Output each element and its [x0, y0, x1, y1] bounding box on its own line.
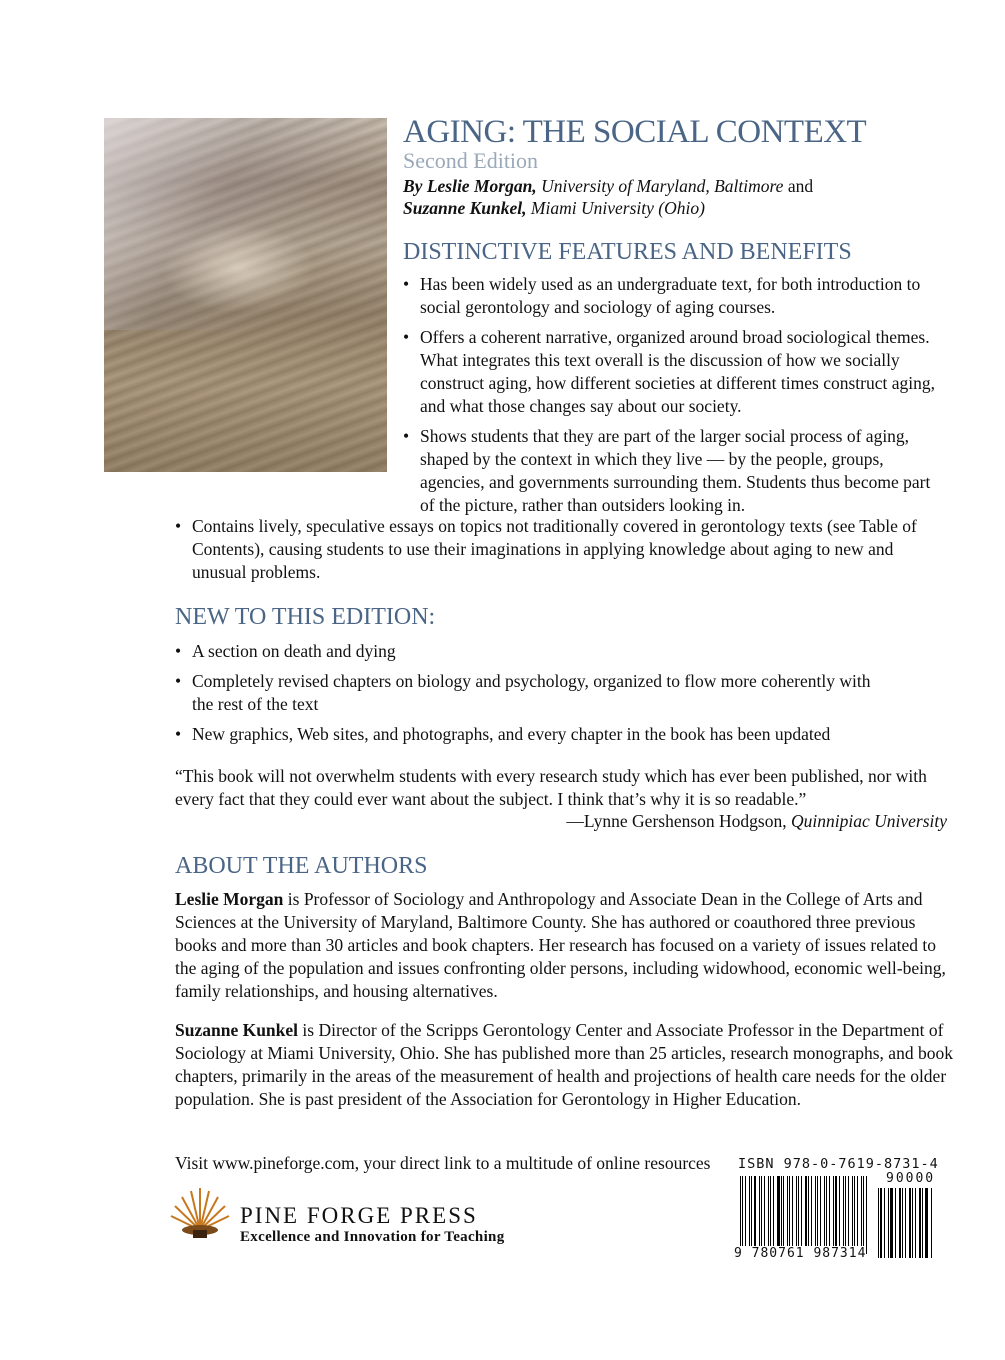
barcode-bar — [848, 1176, 849, 1254]
features-heading: DISTINCTIVE FEATURES AND BENEFITS — [403, 239, 852, 265]
book-title: AGING: THE SOCIAL CONTEXT — [403, 114, 867, 150]
barcode-bar — [835, 1176, 837, 1254]
barcode-bar — [805, 1176, 807, 1254]
barcode-bar — [852, 1176, 853, 1254]
barcode-bar — [829, 1176, 830, 1254]
barcode-bar — [764, 1176, 765, 1254]
new-edition-heading: NEW TO THIS EDITION: — [175, 604, 436, 630]
new-edition-list — [175, 640, 895, 753]
barcode-bar — [902, 1188, 903, 1258]
barcode-bar — [789, 1176, 790, 1254]
barcode-bar — [854, 1176, 855, 1254]
barcode-bar — [895, 1188, 896, 1258]
barcode-bar — [922, 1188, 923, 1258]
barcode-bar — [754, 1176, 756, 1254]
review-quote: “This book will not overwhelm students with every research study which has ever been published, nor with every fact that they could ever want about the subject. I think that’s why it is so readable.” — [175, 766, 927, 809]
barcode-bar — [919, 1188, 921, 1258]
byline-and: and — [787, 176, 814, 196]
feature-item: • Contains lively, speculative essays on topics not traditionally covered in gerontology texts (see Table of Contents), causing students to use their imaginations in applying knowledge about aging to new and unusual problems. — [175, 515, 945, 584]
barcode-bar — [761, 1176, 762, 1254]
barcode-bar — [751, 1176, 752, 1254]
attribution-affiliation: Quinnipiac University — [790, 811, 947, 831]
barcode-bar — [798, 1176, 799, 1254]
barcode-bar — [931, 1188, 932, 1258]
barcode-bar — [905, 1188, 906, 1258]
barcode-bar — [899, 1188, 901, 1258]
author1-affiliation: University of Maryland, Baltimore — [541, 176, 784, 196]
barcode-bar — [811, 1176, 812, 1254]
publisher-tagline: Excellence and Innovation for Teaching — [240, 1229, 505, 1245]
barcode-bar — [880, 1188, 882, 1258]
isbn-barcode — [734, 1168, 948, 1262]
quote-attribution — [566, 811, 947, 832]
barcode-bar — [824, 1176, 825, 1254]
website-promo: Visit www.pineforge.com, your direct link to a multitude of online resources — [175, 1153, 711, 1173]
barcode-bar — [826, 1176, 827, 1254]
barcode-bar — [783, 1176, 784, 1254]
features-list — [403, 273, 943, 524]
pine-forge-logo-icon — [165, 1186, 235, 1242]
kunkel-name: Suzanne Kunkel — [175, 1020, 299, 1040]
new-edition-item: • A section on death and dying — [175, 640, 895, 663]
barcode-bar — [925, 1188, 928, 1258]
book-edition: Second Edition — [403, 148, 539, 173]
barcode-bar — [861, 1176, 862, 1254]
feature-item: • Shows students that they are part of the larger social process of aging, shaped by the context in which they live — by the people, groups, agencies, and governments surrounding them. Students thus become part of the picture, rather than outsiders looking in. — [403, 425, 943, 517]
barcode-bar — [817, 1176, 818, 1254]
cover-photo-beach — [104, 118, 387, 472]
barcode-bar — [857, 1176, 858, 1254]
morgan-name: Leslie Morgan — [175, 889, 284, 909]
isbn-label: ISBN 978-0-7619-8731-4 — [738, 1156, 939, 1172]
barcode-bar — [759, 1176, 760, 1254]
kunkel-bio-text: is Director of the Scripps Gerontology Center and Associate Professor in the Department of Sociology at Miami University, Ohio. She has published more than 25 articles, research monographs, and book chapters, primarily in the areas of the measurement of health and projections of health care needs for the older population. She is past president of the Association for Gerontology in Higher Education. — [175, 1020, 953, 1109]
attribution-name: —Lynne Gershenson Hodgson, — [566, 811, 787, 831]
features-list-continued — [175, 515, 945, 591]
barcode-bar — [890, 1188, 893, 1258]
barcode-bar — [909, 1188, 911, 1258]
barcode-supplement-bars — [878, 1188, 940, 1258]
barcode-bar — [915, 1188, 916, 1258]
barcode-bar — [863, 1176, 864, 1254]
author1-name: By Leslie Morgan, — [403, 176, 537, 196]
barcode-bar — [749, 1176, 750, 1254]
barcode-bar — [843, 1176, 844, 1254]
barcode-bar — [808, 1176, 809, 1254]
barcode-bar — [787, 1176, 788, 1254]
morgan-bio — [175, 888, 955, 1003]
barcode-bar — [796, 1176, 797, 1254]
barcode-number: 9 780761 987314 — [734, 1246, 867, 1261]
barcode-supplement-number: 90000 — [886, 1171, 936, 1186]
feature-item: • Offers a coherent narrative, organized around broad sociological themes. What integrates this text overall is the discussion of how we socially construct aging, how different societies at different times construct aging, and what those changes say about our society. — [403, 326, 943, 418]
byline — [403, 175, 813, 219]
new-edition-item: • Completely revised chapters on biology and psychology, organized to flow more coherently with the rest of the text — [175, 670, 895, 716]
barcode-bar — [912, 1188, 913, 1258]
barcode-bar — [866, 1176, 867, 1254]
barcode-bar — [777, 1176, 779, 1254]
barcode-bar — [768, 1176, 769, 1254]
barcode-bar — [773, 1176, 774, 1254]
feature-item: • Has been widely used as an undergraduate text, for both introduction to social gerontology and sociology of aging courses. — [403, 273, 943, 319]
barcode-bar — [745, 1176, 746, 1254]
publisher-name: PINE FORGE PRESS — [240, 1203, 478, 1228]
new-edition-item: • New graphics, Web sites, and photographs, and every chapter in the book has been updated — [175, 723, 895, 746]
morgan-bio-text: is Professor of Sociology and Anthropology and Associate Dean in the College of Arts and Sciences at the University of Maryland, Baltimore County. She has authored or coauthored three previous books and more than 30 articles and book chapters. Her research has focused on a variety of issues related to the aging of the population and issues confronting older persons, including widowhood, economic well-being, family relationships, and housing alternatives. — [175, 889, 946, 1001]
barcode-bar — [781, 1176, 782, 1254]
barcode-bar — [884, 1188, 885, 1258]
author2-affiliation: Miami University (Ohio) — [530, 198, 705, 218]
barcode-bar — [740, 1176, 741, 1254]
barcode-bar — [815, 1176, 816, 1254]
barcode-bar — [878, 1188, 879, 1258]
barcode-bar — [820, 1176, 821, 1254]
barcode-bar — [792, 1176, 793, 1254]
barcode-bar — [845, 1176, 846, 1254]
kunkel-bio — [175, 1019, 955, 1111]
barcode-bar — [839, 1176, 840, 1254]
barcode-bars — [740, 1176, 870, 1254]
barcode-bar — [888, 1188, 889, 1258]
barcode-bar — [770, 1176, 771, 1254]
barcode-bar — [742, 1176, 743, 1254]
barcode-bar — [833, 1176, 834, 1254]
about-authors-heading: ABOUT THE AUTHORS — [175, 853, 428, 879]
barcode-bar — [801, 1176, 802, 1254]
author2-name: Suzanne Kunkel, — [403, 198, 527, 218]
